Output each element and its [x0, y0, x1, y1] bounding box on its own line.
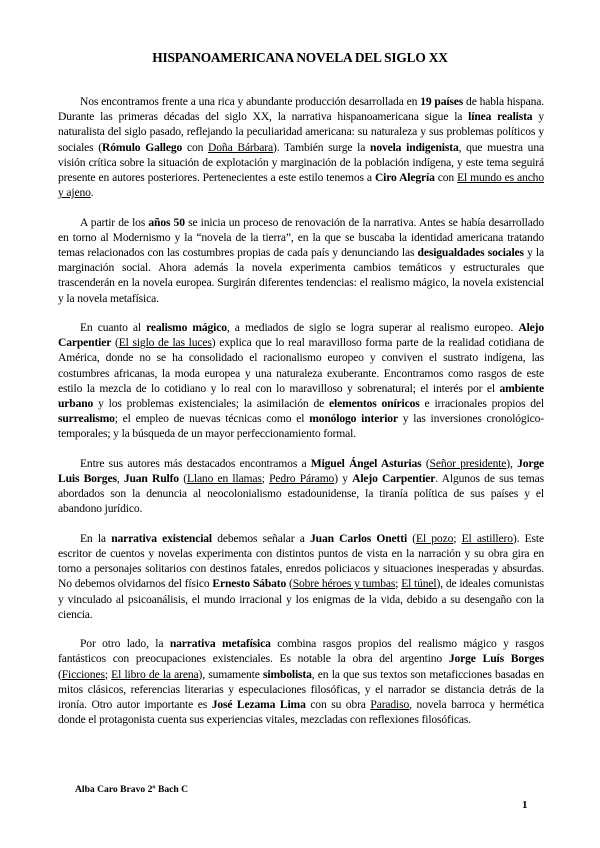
text-run: debemos señalar a: [211, 531, 310, 545]
text-run: y la marginación social. Ahora además la novela experimenta cambios temáticos y estructurales que trascenderán en la novela europea. Surgirán diferentes tendencias: el realismo mágico, la novela existencial y la novela metafísica.: [58, 246, 544, 305]
bold-term: narrativa existencial: [111, 531, 212, 545]
text-run: (: [178, 472, 187, 486]
bold-term: desigualdades sociales: [417, 246, 524, 260]
text-run: (: [111, 336, 119, 350]
text-run: ,: [116, 472, 124, 486]
text-run: (: [421, 456, 430, 470]
work-title: El túnel: [401, 577, 437, 591]
work-title: El libro de la arena: [111, 667, 199, 681]
bold-term: José Lezama Lima: [211, 698, 306, 712]
text-run: , a mediados de siglo se logra superar al realismo europeo.: [226, 321, 519, 335]
work-title: Pedro Páramo: [269, 472, 335, 486]
bold-term: monólogo interior: [309, 412, 398, 426]
text-run: combina rasgos propios del realismo mágico y rasgos fantásticos con preocupaciones existenciales. Es notable la obra del argentino: [58, 637, 544, 666]
text-run: ),: [506, 456, 518, 470]
bold-term: narrativa metafísica: [169, 637, 271, 651]
page-number: 1: [522, 799, 528, 811]
bold-term: Jorge Luís Borges: [448, 652, 544, 666]
text-run: , que muestra una visión crítica sobre la situación de explotación y marginación de la población indígena, y este tema seguirá presente en autores posteriores. Pertenecientes a este estilo tenemos a: [58, 140, 544, 185]
text-run: se inicia un proceso de renovación de la narrativa. Antes se había desarrollado en torno al Modernismo y la “novela de la tierra”, en la que se buscaba la identidad americana tratando temas relacionados con las costumbres propias de cada país y denunciando las: [58, 215, 545, 260]
text-run: En la: [80, 531, 112, 545]
text-run: de habla hispana. Durante las primeras décadas del siglo XX, la narrativa hispanoamericana sigue la: [58, 95, 545, 124]
paragraph-4: [58, 456, 544, 517]
bold-term: Jorge Luis Borges: [58, 456, 544, 486]
bold-term: ambiente urbano: [58, 381, 544, 411]
bold-term: años 50: [148, 215, 185, 229]
bold-term: Alejo Carpentier: [58, 321, 544, 350]
text-run: ). También surge la: [273, 140, 371, 154]
footer-author: Alba Caro Bravo 2º Bach C: [75, 784, 189, 795]
text-run: En cuanto al: [80, 321, 147, 335]
work-title: El siglo de las luces: [118, 336, 212, 350]
page-title: HISPANOAMERICANA NOVELA DEL SIGLO XX: [152, 50, 448, 65]
text-run: ; el empleo de nuevas técnicas como el: [114, 412, 310, 426]
work-title: Llano en llamas: [186, 472, 262, 486]
paragraph-5: [58, 531, 544, 622]
text-run: Por otro lado, la: [80, 637, 170, 651]
text-run: ;: [104, 667, 112, 681]
work-title: Ficciones: [61, 667, 105, 681]
text-run: (: [407, 531, 417, 545]
work-title: Doña Bárbara: [208, 140, 273, 154]
paragraph-6: [58, 636, 544, 727]
work-title: Paradiso: [370, 698, 410, 712]
work-title: Señor presidente: [429, 456, 507, 470]
text-run: (: [58, 667, 62, 681]
text-run: (: [286, 577, 293, 591]
bold-term: simbolista: [263, 667, 312, 681]
text-run: , en la que sus textos son metaficciones basadas en mitos clásicos, referencias literarias y especulaciones filosóficas, y el narrador se distancia detrás de la ironía. Otro autor importante es: [58, 667, 544, 712]
bold-term: Ernesto Sábato: [212, 577, 287, 591]
text-run: ). Este escritor de cuentos y novelas experimenta con distintos puntos de vista en la narración y su obra gira en torno a personajes solitarios con destinos fatales, enredos policiacos y situaciones inesperadas y absurdas. No debemos olvidarnos del físico: [58, 531, 544, 591]
bold-term: realismo mágico: [146, 321, 227, 335]
work-title: El mundo es ancho y ajeno: [58, 171, 544, 200]
text-run: con: [182, 140, 209, 154]
bold-term: Miguel Ángel Asturias: [310, 456, 422, 470]
text-run: Nos encontramos frente a una rica y abundante producción desarrollada en: [80, 95, 421, 108]
text-run: y las inversiones cronológico-temporales; y la búsqueda de un mayor perfeccionamiento formal.: [58, 412, 544, 441]
text-run: A partir de los: [80, 215, 149, 229]
text-run: y naturalista del siglo pasado, reflejando la peculiaridad americana: su naturaleza y sus problemas políticos y sociales (: [58, 110, 544, 154]
paragraph-3: [58, 320, 544, 442]
text-run: ;: [395, 577, 402, 591]
bold-term: Juan Carlos Onetti: [310, 531, 408, 545]
text-run: con su obra: [305, 698, 371, 712]
work-title: El pozo: [416, 531, 454, 545]
text-run: con: [434, 171, 458, 185]
bold-term: elementos oníricos: [329, 397, 420, 411]
text-run: , novela barroca y hermética donde el protagonista cuenta sus experiencias vitales, mezcladas con reflexiones filosóficas.: [58, 698, 544, 727]
text-run: ;: [453, 531, 462, 545]
bold-term: surrealismo: [58, 412, 115, 426]
bold-term: Ciro Alegría: [374, 171, 435, 185]
bold-term: Alejo Carpentier: [352, 472, 436, 486]
work-title: El astillero: [461, 531, 513, 545]
text-run: ), de ideales comunistas y vinculado al psicoanálisis, el mundo irracional y los enigmas de la vida, debido a su desengaño con la ciencia.: [58, 577, 545, 621]
bold-term: Rómulo Gallego: [102, 140, 183, 154]
bold-term: novela indigenista: [370, 140, 459, 154]
text-run: ) explica que lo real maravilloso forma parte de la realidad cotidiana de América, donde no se ha consolidado el racionalismo europeo y conviven el sustrato indígena, las costumbres africanas, la moda europea y una naturaleza exuberante. Encontramos como rasgos de este estilo la mezcla de lo cotidiano y lo real con lo maravilloso y sobrenatural; el interés por el: [58, 336, 544, 395]
bold-term: Juan Rulfo: [123, 472, 179, 486]
text-run: y los problemas existenciales; la asimilación de: [93, 397, 330, 411]
paragraph-2: [58, 215, 544, 306]
text-run: e irracionales propios del: [419, 397, 544, 411]
paragraph-1: [58, 94, 544, 200]
work-title: Sobre héroes y tumbas: [292, 577, 396, 591]
text-run: .: [90, 186, 94, 200]
text-run: ;: [261, 472, 270, 486]
text-run: . Algunos de sus temas abordados son la denuncia al neocolonialismo estadounidense, la tiranía política de sus países y el abandono jurídico.: [58, 472, 545, 516]
document-body: [58, 94, 544, 742]
text-run: ), sumamente: [198, 667, 264, 681]
bold-term: 19 países: [420, 95, 464, 108]
text-run: Entre sus autores más destacados encontramos a: [80, 456, 311, 470]
text-run: ) y: [334, 472, 353, 486]
bold-term: línea realista: [468, 110, 533, 124]
